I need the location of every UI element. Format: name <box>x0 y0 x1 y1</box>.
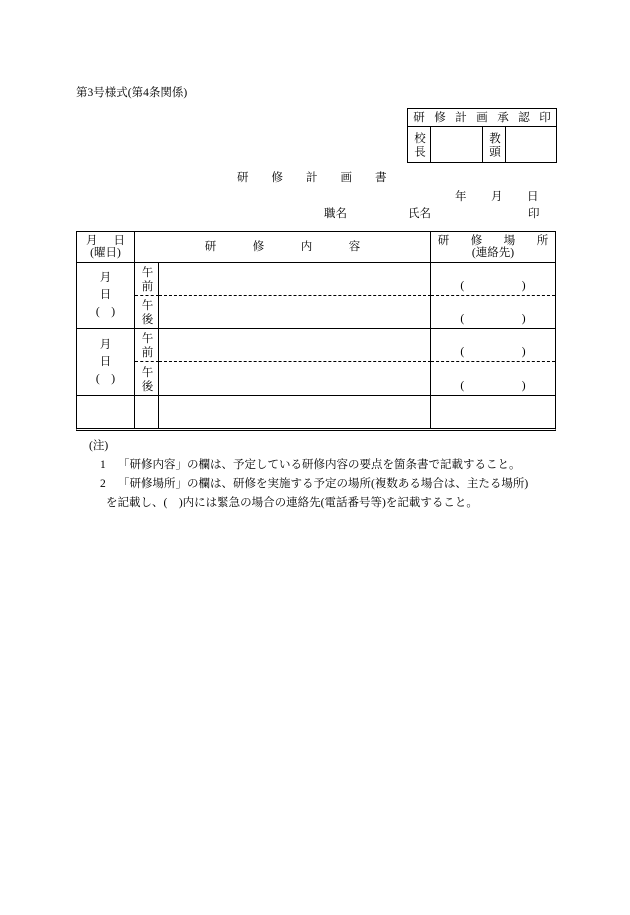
day1-pm-content-cell <box>159 296 431 329</box>
training-schedule-table <box>76 231 570 431</box>
day1-pm-contact: ( ) <box>460 313 526 325</box>
note-1-number: 1 <box>100 459 106 471</box>
day2-date-cell <box>77 329 135 396</box>
name-label: 氏名 <box>408 208 431 220</box>
day2-pm-content-cell <box>159 362 431 396</box>
form-number: 第3号様式(第4条関係) <box>76 87 188 99</box>
approval-header-label: 研修計画承認印 <box>413 111 561 124</box>
principal-stamp-cell <box>431 127 483 162</box>
approval-header-cell <box>408 109 561 127</box>
vice-principal-label: 教頭 <box>488 132 500 159</box>
day2-pm-label: 午後 <box>140 365 153 394</box>
header-content-label: 研修内容 <box>204 241 397 253</box>
header-date-cell <box>77 232 141 263</box>
day2-pm-contact: ( ) <box>460 380 526 392</box>
position-label: 職名 <box>324 208 347 220</box>
note-1-text: 「研修内容」の欄は、予定している研修内容の要点を箇条書で記載すること。 <box>118 459 521 471</box>
blank-row-content-cell <box>159 396 431 428</box>
day1-am-label-cell <box>135 263 159 296</box>
seal-label: 印 <box>528 208 540 220</box>
day2-month-label: 月 <box>99 338 112 351</box>
day2-day-label: 日 <box>99 355 112 368</box>
day1-am-label: 午前 <box>140 266 153 295</box>
header-date-label: 月日 <box>86 234 141 247</box>
header-place-cell <box>431 232 570 263</box>
blank-row-date-cell <box>77 396 135 428</box>
day1-date-cell <box>77 263 135 329</box>
day2-am-place-cell <box>431 329 555 362</box>
vice-principal-label-cell <box>483 127 506 162</box>
year-label: 年 <box>455 191 467 203</box>
month-label: 月 <box>491 191 503 203</box>
day1-weekday-blank: ( ) <box>95 306 116 318</box>
header-place-label: 研修場所 <box>437 234 570 247</box>
blank-row-time-cell <box>135 396 159 428</box>
day-label: 日 <box>527 191 539 203</box>
day2-weekday-blank: ( ) <box>95 372 116 385</box>
day1-pm-label: 午後 <box>140 299 153 328</box>
day2-pm-label-cell <box>135 362 159 396</box>
note-2-text-line1: 「研修場所」の欄は、研修を実施する予定の場所(複数ある場合は、主たる場所) <box>118 478 529 490</box>
day1-pm-label-cell <box>135 296 159 329</box>
day2-am-contact: ( ) <box>460 346 526 358</box>
note-2-number: 2 <box>100 478 106 490</box>
note-2-text-line2: を記載し、( )内には緊急の場合の連絡先(電話番号等)を記載すること。 <box>106 497 478 509</box>
blank-row-place-cell <box>431 396 555 428</box>
header-content-cell <box>135 232 431 263</box>
document-title: 研修計画書 <box>237 172 410 184</box>
day1-pm-place-cell <box>431 296 555 329</box>
day1-day-label: 日 <box>99 289 112 301</box>
day1-am-contact: ( ) <box>460 280 526 292</box>
day2-pm-place-cell <box>431 362 555 396</box>
day1-am-content-cell <box>159 263 431 296</box>
day2-am-content-cell <box>159 329 431 362</box>
notes-heading: (注) <box>89 440 109 452</box>
day1-month-label: 月 <box>99 272 112 284</box>
day2-am-label: 午前 <box>140 332 153 361</box>
day2-am-label-cell <box>135 329 159 362</box>
approval-stamp-box <box>407 108 561 163</box>
header-weekday-label: (曜日) <box>90 247 121 259</box>
day1-am-place-cell <box>431 263 555 296</box>
header-contact-label: (連絡先) <box>471 247 515 259</box>
principal-label-cell <box>408 127 431 162</box>
principal-label: 校長 <box>413 132 425 159</box>
vice-principal-stamp-cell <box>506 127 556 162</box>
